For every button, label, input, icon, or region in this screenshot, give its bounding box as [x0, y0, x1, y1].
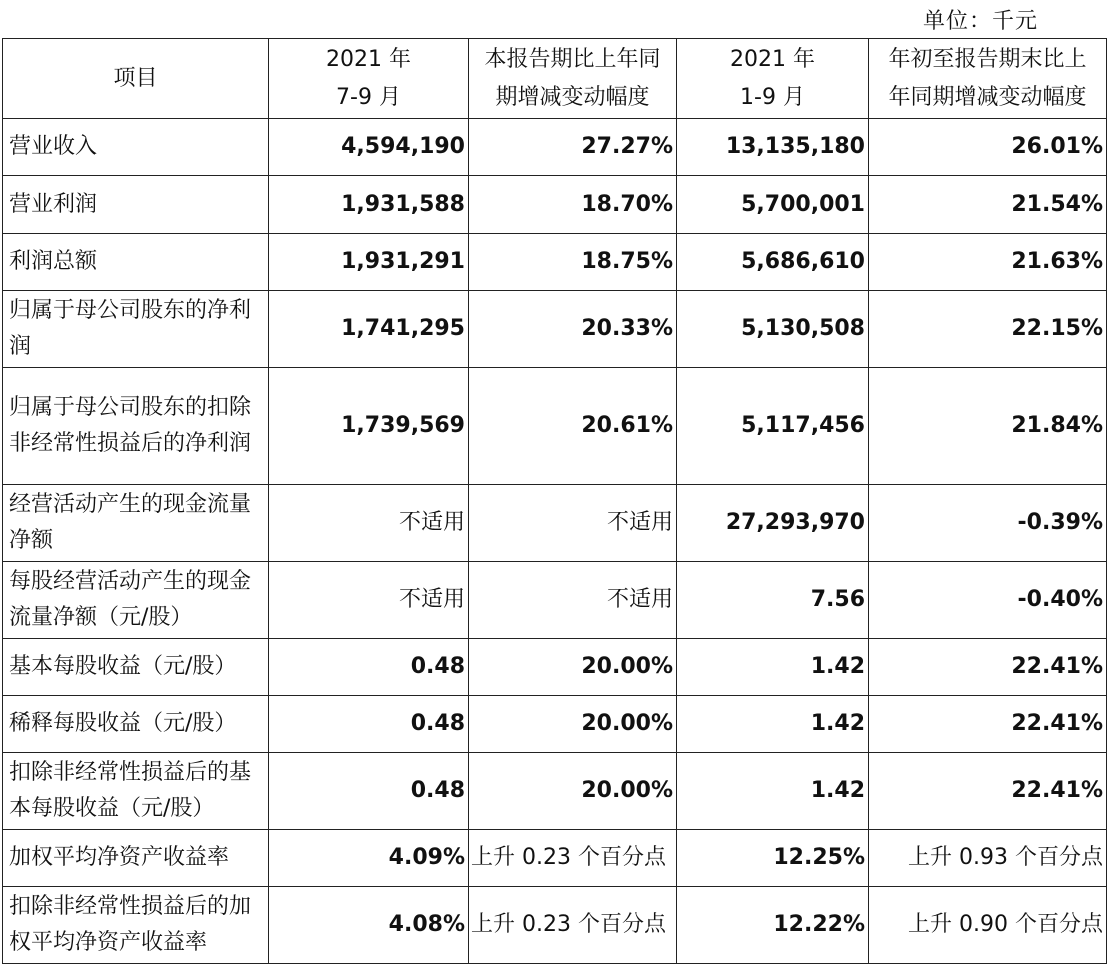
table-row	[3, 485, 1107, 562]
row-ytd-value: 1.42	[677, 696, 869, 753]
row-ytd-value: 27,293,970	[677, 485, 869, 562]
table-row	[3, 562, 1107, 639]
row-item: 归属于母公司股东的扣除非经常性损益后的净利润	[3, 368, 269, 485]
row-ytd-value: 1.42	[677, 639, 869, 696]
row-q3-change: 18.70%	[469, 176, 677, 234]
table-row	[3, 887, 1107, 964]
row-item: 扣除非经常性损益后的加权平均净资产收益率	[3, 887, 269, 964]
row-ytd-change: 上升 0.93 个百分点	[869, 830, 1107, 887]
row-q3-change: 上升 0.23 个百分点	[469, 830, 677, 887]
financial-data-table	[2, 38, 1107, 964]
row-item: 基本每股收益（元/股）	[3, 639, 269, 696]
table-row	[3, 291, 1107, 368]
row-q3-change: 18.75%	[469, 234, 677, 291]
row-q3-change: 上升 0.23 个百分点	[469, 887, 677, 964]
row-q3-change: 20.00%	[469, 696, 677, 753]
row-q3-change: 20.00%	[469, 639, 677, 696]
row-ytd-value: 7.56	[677, 562, 869, 639]
table-row	[3, 753, 1107, 830]
row-ytd-change: -0.39%	[869, 485, 1107, 562]
unit-label: 单位：千元	[922, 9, 1038, 34]
table-row	[3, 696, 1107, 753]
row-ytd-change: 上升 0.90 个百分点	[869, 887, 1107, 964]
table-row	[3, 119, 1107, 176]
header-q3-change: 本报告期比上年同 期增减变动幅度	[469, 39, 677, 119]
row-q3-value: 不适用	[269, 485, 469, 562]
row-q3-value: 1,931,291	[269, 234, 469, 291]
row-item: 经营活动产生的现金流量净额	[3, 485, 269, 562]
row-ytd-value: 5,130,508	[677, 291, 869, 368]
header-ytd: 2021 年 1-9 月	[677, 39, 869, 119]
table-row	[3, 234, 1107, 291]
row-ytd-value: 13,135,180	[677, 119, 869, 176]
row-q3-change: 20.33%	[469, 291, 677, 368]
row-ytd-change: 22.15%	[869, 291, 1107, 368]
row-q3-value: 0.48	[269, 639, 469, 696]
row-ytd-change: 21.63%	[869, 234, 1107, 291]
row-q3-value: 4.08%	[269, 887, 469, 964]
row-q3-value: 1,739,569	[269, 368, 469, 485]
row-ytd-change: 22.41%	[869, 753, 1107, 830]
row-item: 加权平均净资产收益率	[3, 830, 269, 887]
row-ytd-change: 21.54%	[869, 176, 1107, 234]
header-q3: 2021 年 7-9 月	[269, 39, 469, 119]
header-row	[3, 39, 1107, 119]
row-ytd-change: 22.41%	[869, 696, 1107, 753]
row-ytd-value: 5,700,001	[677, 176, 869, 234]
row-ytd-value: 12.22%	[677, 887, 869, 964]
row-ytd-value: 5,686,610	[677, 234, 869, 291]
row-q3-value: 不适用	[269, 562, 469, 639]
row-item: 稀释每股收益（元/股）	[3, 696, 269, 753]
table-row	[3, 639, 1107, 696]
row-q3-change: 不适用	[469, 485, 677, 562]
row-q3-change: 20.61%	[469, 368, 677, 485]
row-ytd-value: 5,117,456	[677, 368, 869, 485]
row-ytd-change: 22.41%	[869, 639, 1107, 696]
row-q3-change: 27.27%	[469, 119, 677, 176]
table-row	[3, 176, 1107, 234]
header-item: 项目	[3, 39, 269, 119]
row-ytd-change: 21.84%	[869, 368, 1107, 485]
row-ytd-value: 12.25%	[677, 830, 869, 887]
table-body	[3, 119, 1107, 964]
row-q3-value: 0.48	[269, 696, 469, 753]
row-ytd-value: 1.42	[677, 753, 869, 830]
row-item: 归属于母公司股东的净利润	[3, 291, 269, 368]
row-item: 营业利润	[3, 176, 269, 234]
table-row	[3, 830, 1107, 887]
row-item: 每股经营活动产生的现金流量净额（元/股）	[3, 562, 269, 639]
row-q3-value: 1,741,295	[269, 291, 469, 368]
row-ytd-change: -0.40%	[869, 562, 1107, 639]
row-q3-value: 0.48	[269, 753, 469, 830]
row-ytd-change: 26.01%	[869, 119, 1107, 176]
header-ytd-change: 年初至报告期末比上 年同期增减变动幅度	[869, 39, 1107, 119]
row-q3-value: 1,931,588	[269, 176, 469, 234]
row-q3-value: 4.09%	[269, 830, 469, 887]
row-item: 利润总额	[3, 234, 269, 291]
row-q3-value: 4,594,190	[269, 119, 469, 176]
row-item: 扣除非经常性损益后的基本每股收益（元/股）	[3, 753, 269, 830]
table-row	[3, 368, 1107, 485]
row-item: 营业收入	[3, 119, 269, 176]
row-q3-change: 不适用	[469, 562, 677, 639]
row-q3-change: 20.00%	[469, 753, 677, 830]
table-header	[3, 39, 1107, 119]
